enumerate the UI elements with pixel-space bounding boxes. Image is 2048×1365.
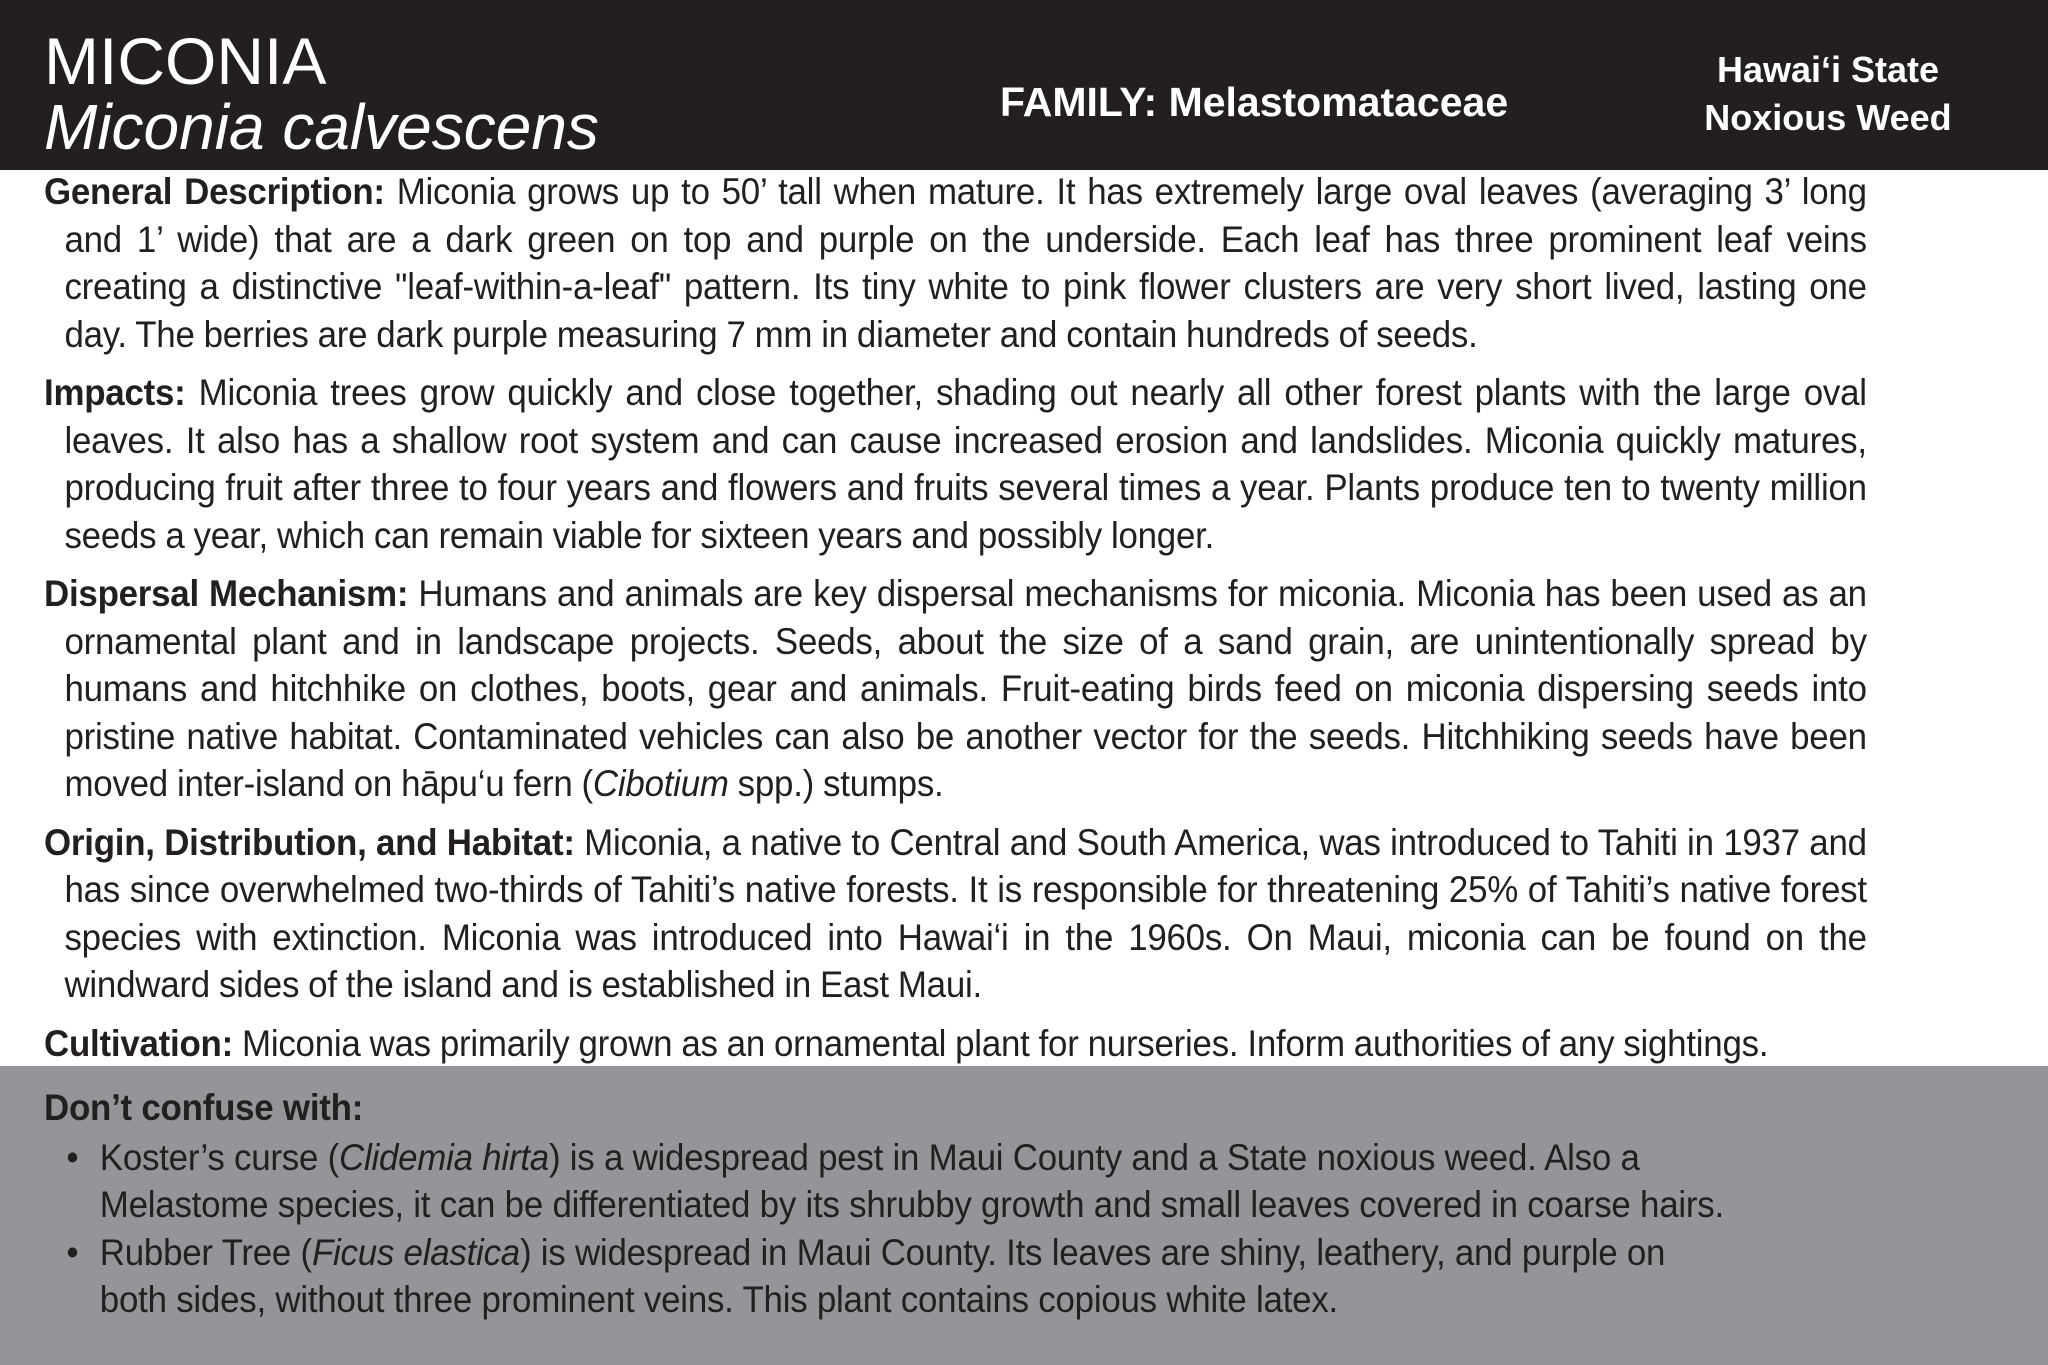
lookalike-line-1 xyxy=(100,1134,1997,1182)
dont-confuse-content xyxy=(44,1084,1997,1324)
lookalike-line-1 xyxy=(100,1229,1997,1277)
lookalike-line-2: both sides, without three prominent veins. This plant contains copious white latex. xyxy=(99,1278,1339,1320)
lookalike-text: Rubber Tree ( xyxy=(99,1230,312,1273)
dispersal-genus-italic: Cibotium xyxy=(592,762,729,804)
status-line-2: Noxious Weed xyxy=(1704,97,1952,138)
cultivation-label: Cultivation: xyxy=(44,1021,234,1064)
lookalike-text: ) is a widespread pest in Maui County and a State noxious weed. Also a xyxy=(548,1135,1640,1178)
impacts-paragraph xyxy=(44,369,1867,559)
description-body xyxy=(44,168,1867,1068)
general-description-paragraph xyxy=(44,168,1867,358)
cultivation-text: Miconia was primarily grown as an ornamental plant for nurseries. Inform authorities of any sightings. xyxy=(233,1021,1769,1064)
list-item xyxy=(44,1229,1997,1324)
list-item xyxy=(44,1134,1997,1229)
origin-text: Miconia, a native to Central and South America, was introduced to Tahiti in 1937 and has since overwhelmed two-thirds of Tahiti’s native forests. It is responsible for threatening 25% of Tahiti’s native forest species with extinction. Miconia was introduced into Hawai‘i in the 1960s. On Maui, miconia can be found on the windward sides of the island and is established in East Maui. xyxy=(64,820,1867,1005)
dispersal-paragraph xyxy=(44,570,1867,808)
lookalike-species-italic: Ficus elastica xyxy=(311,1230,520,1273)
general-description-label: General Description: xyxy=(44,170,385,212)
general-description-text: Miconia grows up to 50’ tall when mature. It has extremely large oval leaves (averaging 3’ long and 1’ wide) that are a dark green on top and purple on the underside. Each leaf has three prominent leaf veins creating a distinctive "leaf-within-a-leaf" pattern. Its tiny white to pink flower clusters are very short lived, lasting one day. The berries are dark purple measuring 7 mm in diameter and contain hundreds of seeds. xyxy=(64,170,1867,355)
lookalike-list xyxy=(44,1134,1997,1324)
bullet-icon: • xyxy=(66,1230,79,1273)
lookalike-line-2: Melastome species, it can be differentiated by its shrubby growth and small leaves covered in coarse hairs. xyxy=(99,1183,1724,1225)
dispersal-text: Humans and animals are key dispersal mechanisms for miconia. Miconia has been used as an ornamental plant and in landscape projects. Seeds, about the size of a sand grain, are unintentionally spread by humans and hitchhike on clothes, boots, gear and animals. Fruit-eating birds feed on miconia dispersing seeds into pristine native habitat. Contaminated vehicles can also be another vector for the seeds. Hitchhiking seeds have been moved inter-island on hāpu‘u fern ( xyxy=(64,572,1867,804)
cultivation-paragraph xyxy=(44,1020,1867,1068)
dispersal-label: Dispersal Mechanism: xyxy=(44,572,409,614)
impacts-text: Miconia trees grow quickly and close together, shading out nearly all other forest plants with the large oval leaves. It also has a shallow root system and can cause increased erosion and landslides. Miconia quickly matures, producing fruit after three to four years and flowers and fruits several times a year. Plants produce ten to twenty million seeds a year, which can remain viable for sixteen years and possibly longer. xyxy=(64,371,1867,556)
common-name-title: MICONIA xyxy=(44,24,327,98)
family-label: FAMILY: Melastomataceae xyxy=(1000,79,1509,125)
lookalike-text: Koster’s curse ( xyxy=(99,1135,339,1178)
lookalike-species-italic: Clidemia hirta xyxy=(338,1135,549,1178)
dispersal-text-end: spp.) stumps. xyxy=(728,762,944,804)
origin-label: Origin, Distribution, and Habitat: xyxy=(44,820,575,863)
bullet-icon: • xyxy=(66,1135,79,1178)
status-line-1: Hawai‘i State xyxy=(1716,49,1940,90)
header-banner xyxy=(0,0,2048,170)
dont-confuse-heading: Don’t confuse with: xyxy=(44,1086,364,1128)
scientific-name-title: Miconia calvescens xyxy=(44,91,599,163)
origin-paragraph xyxy=(44,819,1867,1009)
dont-confuse-panel xyxy=(0,1066,2048,1365)
impacts-label: Impacts: xyxy=(44,371,186,413)
lookalike-text: ) is widespread in Maui County. Its leaves are shiny, leathery, and purple on xyxy=(519,1230,1666,1273)
noxious-weed-status xyxy=(1668,46,1988,142)
